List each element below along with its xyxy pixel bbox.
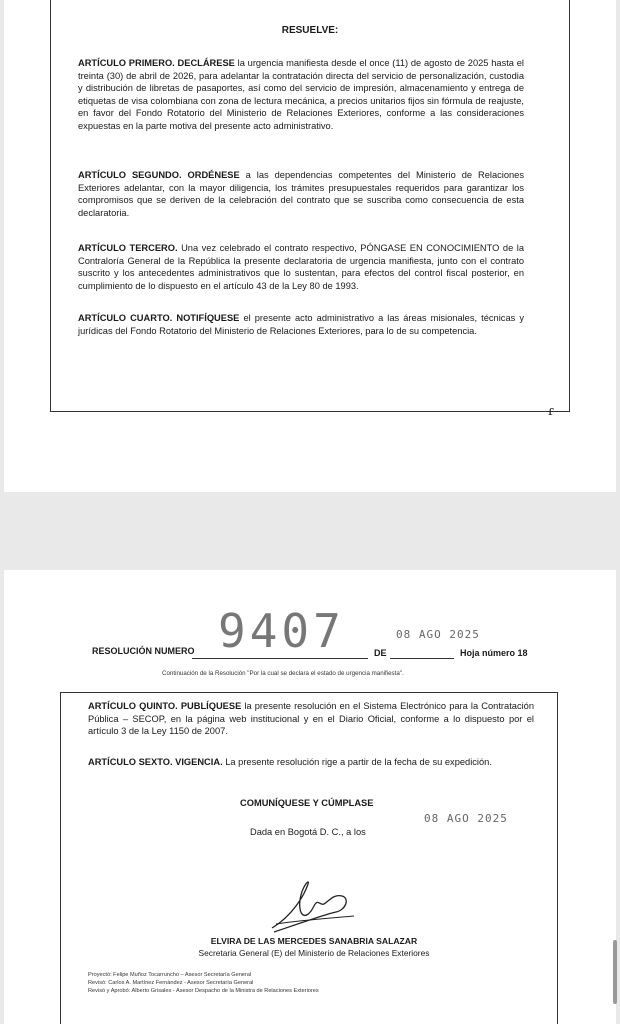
article-cuarto bbox=[78, 312, 524, 337]
comuniquese-heading: COMUNÍQUESE Y CÚMPLASE bbox=[240, 798, 374, 808]
document-page-1 bbox=[4, 0, 616, 492]
signature-mark bbox=[262, 876, 362, 936]
article-primero-title: ARTÍCULO PRIMERO. DECLÁRESE bbox=[78, 58, 235, 68]
continuation-note: Continuación de la Resolución "Por la cual se declara el estado de urgencia manifiesta". bbox=[162, 670, 404, 677]
article-tercero-text: Una vez celebrado el contrato respectivo, PÓNGASE EN CONOCIMIENTO de la Contraloría General de la República la presente declaratoria de urgencia manifiesta, junto con el contrato suscrito y los antecedentes administrativos que lo sustentan, para efectos del control fiscal posterior, en cumplimiento de lo dispuesto en el artículo 43 de la Ley 80 de 1993. bbox=[78, 243, 524, 291]
date-stamp-2: 08 AGO 2025 bbox=[424, 812, 508, 825]
article-tercero bbox=[78, 242, 524, 292]
article-primero-text: la urgencia manifiesta desde el once (11) de agosto de 2025 hasta el treinta (30) de abril de 2026, para adelantar la contratación directa del servicio de personalización, custodia y distribución de libretas de pasaportes, así como del servicio de impresión, almacenamiento y entrega de etiquetas de visa colombiana con zona de lectura mecánica, a precios unitarios fijos sin fórmula de reajuste, en favor del Fondo Rotatorio del Ministerio de Relaciones Exteriores, conforme a las consideraciones expuestas en la parte motiva del presente acto administrativo. bbox=[78, 58, 524, 131]
reviso-note: Revisó: Carlos A. Martínez Fernández - Asesor Secretaría General bbox=[88, 980, 254, 986]
article-segundo-text: a las dependencias competentes del Ministerio de Relaciones Exteriores adelantar, con la mayor diligencia, los trámites presupuestales requeridos para garantizar los compromisos que se deriven de la celebración del contrato que se suscriba como consecuencia de esta declaratoria. bbox=[78, 170, 524, 218]
article-quinto-title: ARTÍCULO QUINTO. PUBLÍQUESE bbox=[88, 701, 242, 711]
resolution-number-line bbox=[192, 658, 368, 659]
date-stamp: 08 AGO 2025 bbox=[396, 628, 480, 641]
article-cuarto-title: ARTÍCULO CUARTO. NOTIFÍQUESE bbox=[78, 313, 240, 323]
signer-title: Secretaria General (E) del Ministerio de Relaciones Exteriores bbox=[198, 948, 430, 958]
article-cuarto-text: el presente acto administrativo a las áreas misionales, técnicas y jurídicas del Fondo Rotatorio del Ministerio de Relaciones Exteriores, para lo de su competencia. bbox=[78, 313, 524, 336]
article-segundo-title: ARTÍCULO SEGUNDO. ORDÉNESE bbox=[78, 170, 240, 180]
proyecto-note: Proyectó: Felipe Muñoz Tocarruncho – Asesor Secretaría General bbox=[88, 972, 252, 978]
article-sexto bbox=[88, 756, 534, 769]
article-segundo bbox=[78, 169, 524, 219]
article-sexto-text: La presente resolución rige a partir de la fecha de su expedición. bbox=[222, 757, 492, 767]
document-page-2 bbox=[4, 570, 616, 1024]
article-quinto bbox=[88, 700, 534, 738]
article-primero bbox=[78, 57, 524, 133]
scrollbar-thumb[interactable] bbox=[613, 940, 617, 1004]
initial-mark: ɾ bbox=[548, 404, 554, 419]
article-tercero-title: ARTÍCULO TERCERO. bbox=[78, 243, 178, 253]
article-sexto-title: ARTÍCULO SEXTO. VIGENCIA. bbox=[88, 757, 223, 767]
article-quinto-text: la presente resolución en el Sistema Electrónico para la Contratación Pública – SECOP, en la página web institucional y en el Diario Oficial, conforme a lo dispuesto por el artículo 3 de la Ley 1150 de 2007. bbox=[88, 701, 534, 737]
de-label: DE bbox=[374, 648, 387, 658]
resolution-number-stamp: 9407 bbox=[218, 604, 345, 658]
signer-name: ELVIRA DE LAS MERCEDES SANABRIA SALAZAR bbox=[210, 936, 418, 946]
date-line bbox=[390, 658, 454, 659]
page-number: Hoja número 18 bbox=[460, 648, 528, 658]
reviso-aprobo-note: Revisó y Aprobó: Alberto Grisales - Asesor Despacho de la Ministra de Relaciones Exteriores bbox=[88, 988, 319, 994]
resuelve-heading: RESUELVE: bbox=[281, 25, 339, 36]
resolution-number-label: RESOLUCIÓN NUMERO bbox=[92, 646, 195, 656]
dada-line: Dada en Bogotá D. C., a los bbox=[250, 827, 366, 837]
